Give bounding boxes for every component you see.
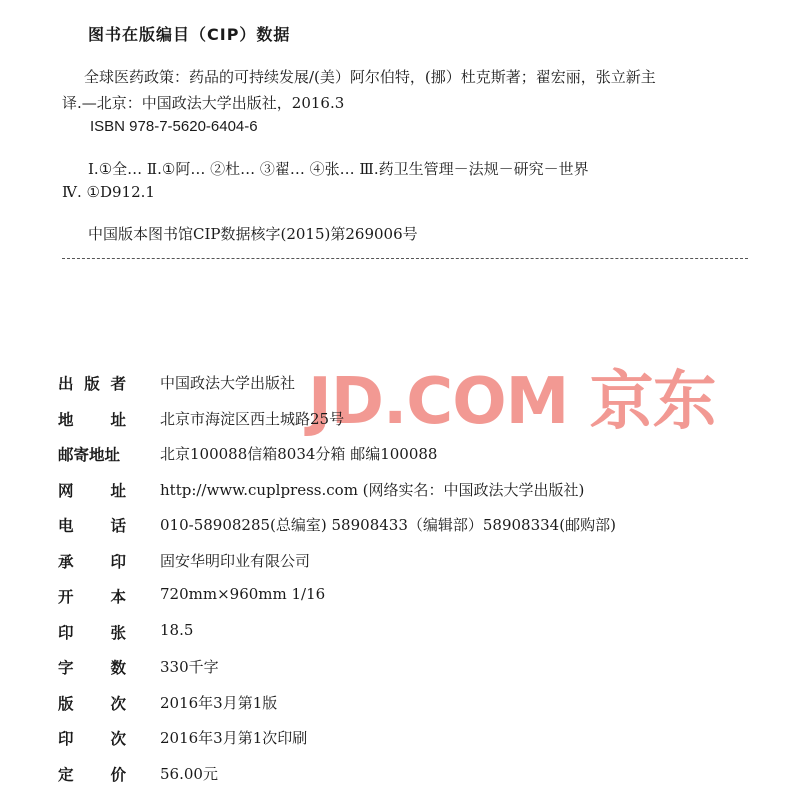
imprint-label: 电 话 xyxy=(58,517,126,535)
imprint-label: 网 址 xyxy=(58,481,126,500)
imprint-value: 010-58908285(总编室) 58908433（编辑部）58908334(邮购部) xyxy=(160,516,616,534)
cip-title-line: 全球医药政策：药品的可持续发展/(美）阿尔伯特，(挪）杜克斯著；翟宏丽，张立新主 xyxy=(84,68,656,86)
imprint-value: http://www.cuplpress.com (网络实名：中国政法大学出版社) xyxy=(160,480,585,499)
imprint-label: 邮寄地址 xyxy=(58,446,121,464)
imprint-value: 北京市海淀区西土城路25号 xyxy=(160,409,345,428)
imprint-value: 56.00元 xyxy=(160,764,218,783)
imprint-value: 中国政法大学出版社 xyxy=(160,374,296,392)
cip-publisher-line: 译.—北京：中国政法大学出版社，2016.3 xyxy=(62,94,345,112)
imprint-value: 18.5 xyxy=(160,620,194,639)
imprint-label: 版 次 xyxy=(58,694,126,713)
imprint-label: 出 版 者 xyxy=(58,375,126,393)
imprint-label: 定 价 xyxy=(58,765,126,784)
dashed-divider xyxy=(62,258,748,259)
cip-subjects-line: Ⅰ.①全… Ⅱ.①阿… ②杜… ③翟… ④张… Ⅲ.药卫生管理－法规－研究－世界 xyxy=(88,160,589,178)
imprint-label: 印 次 xyxy=(58,730,126,748)
imprint-value: 固安华明印业有限公司 xyxy=(160,551,311,570)
cip-verification-number: 中国版本图书馆CIP数据核字(2015)第269006号 xyxy=(88,225,418,243)
cip-classification-line: Ⅳ. ①D912.1 xyxy=(62,183,155,201)
imprint-value: 2016年3月第1版 xyxy=(160,693,278,712)
cip-isbn: ISBN 978-7-5620-6404-6 xyxy=(90,118,258,135)
imprint-value: 2016年3月第1次印刷 xyxy=(160,729,308,747)
imprint-label: 开 本 xyxy=(58,588,126,606)
imprint-label: 印 张 xyxy=(58,623,126,642)
imprint-label: 地 址 xyxy=(58,410,126,429)
cip-heading: 图书在版编目（CIP）数据 xyxy=(88,25,291,44)
jd-watermark: JD.COM 京东 xyxy=(308,365,716,439)
imprint-value: 北京100088信箱8034分箱 邮编100088 xyxy=(160,445,438,463)
imprint-value: 330千字 xyxy=(160,658,219,676)
imprint-value: 720mm×960mm 1/16 xyxy=(160,585,326,603)
imprint-label: 承 印 xyxy=(58,552,126,571)
imprint-label: 字 数 xyxy=(58,659,126,677)
